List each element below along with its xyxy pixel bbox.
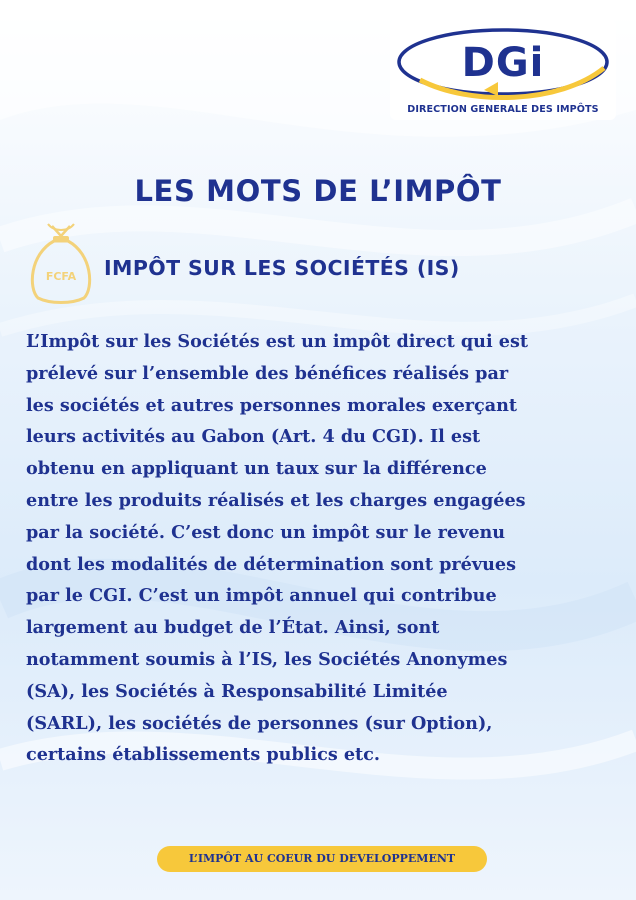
paragraph-line: largement au budget de l’État. Ainsi, sont [26, 617, 440, 639]
slogan-banner: L’IMPÔT AU COEUR DU DEVELOPPEMENT [157, 846, 487, 872]
paragraph-line: par la société. C’est donc un impôt sur le revenu [26, 521, 506, 543]
fcfa-label: FCFA [45, 270, 77, 283]
paragraph-line: L’Impôt sur les Sociétés est un impôt direct qui est [26, 331, 528, 352]
paragraph-line: notamment soumis à l’IS, les Sociétés Anonymes [26, 648, 508, 670]
dgi-logo-subtitle: DIRECTION GENERALE DES IMPÔTS [407, 104, 599, 115]
paragraph-line: par le CGI. C’est un impôt annuel qui contribue [26, 585, 497, 607]
paragraph-line: dont les modalités de détermination sont prévues [26, 553, 516, 575]
dgi-acronym: DGi [461, 40, 545, 86]
section-title: IMPÔT SUR LES SOCIÉTÉS (IS) [104, 256, 460, 280]
paragraph-line: leurs activités au Gabon (Art. 4 du CGI). Il est [26, 426, 481, 448]
paragraph-line: entre les produits réalisés et les charges engagées [26, 489, 526, 511]
paragraph-line: certains établissements publics etc. [26, 744, 381, 766]
paragraph-line: (SARL), les sociétés de personnes (sur Option), [26, 712, 493, 734]
paragraph-line: (SA), les Sociétés à Responsabilité Limitée [26, 680, 448, 702]
paragraph-line: prélevé sur l’ensemble des bénéfices réalisés par [26, 362, 509, 384]
paragraph-line: les sociétés et autres personnes morales exerçant [26, 394, 518, 416]
money-bag-icon [26, 220, 96, 304]
dgi-swoosh-icon [390, 20, 616, 104]
dgi-logo [390, 20, 616, 120]
paragraph-line: obtenu en appliquant un taux sur la différence [26, 458, 487, 480]
definition-paragraph [26, 326, 616, 771]
page-title: LES MOTS DE L’IMPÔT [134, 174, 502, 208]
